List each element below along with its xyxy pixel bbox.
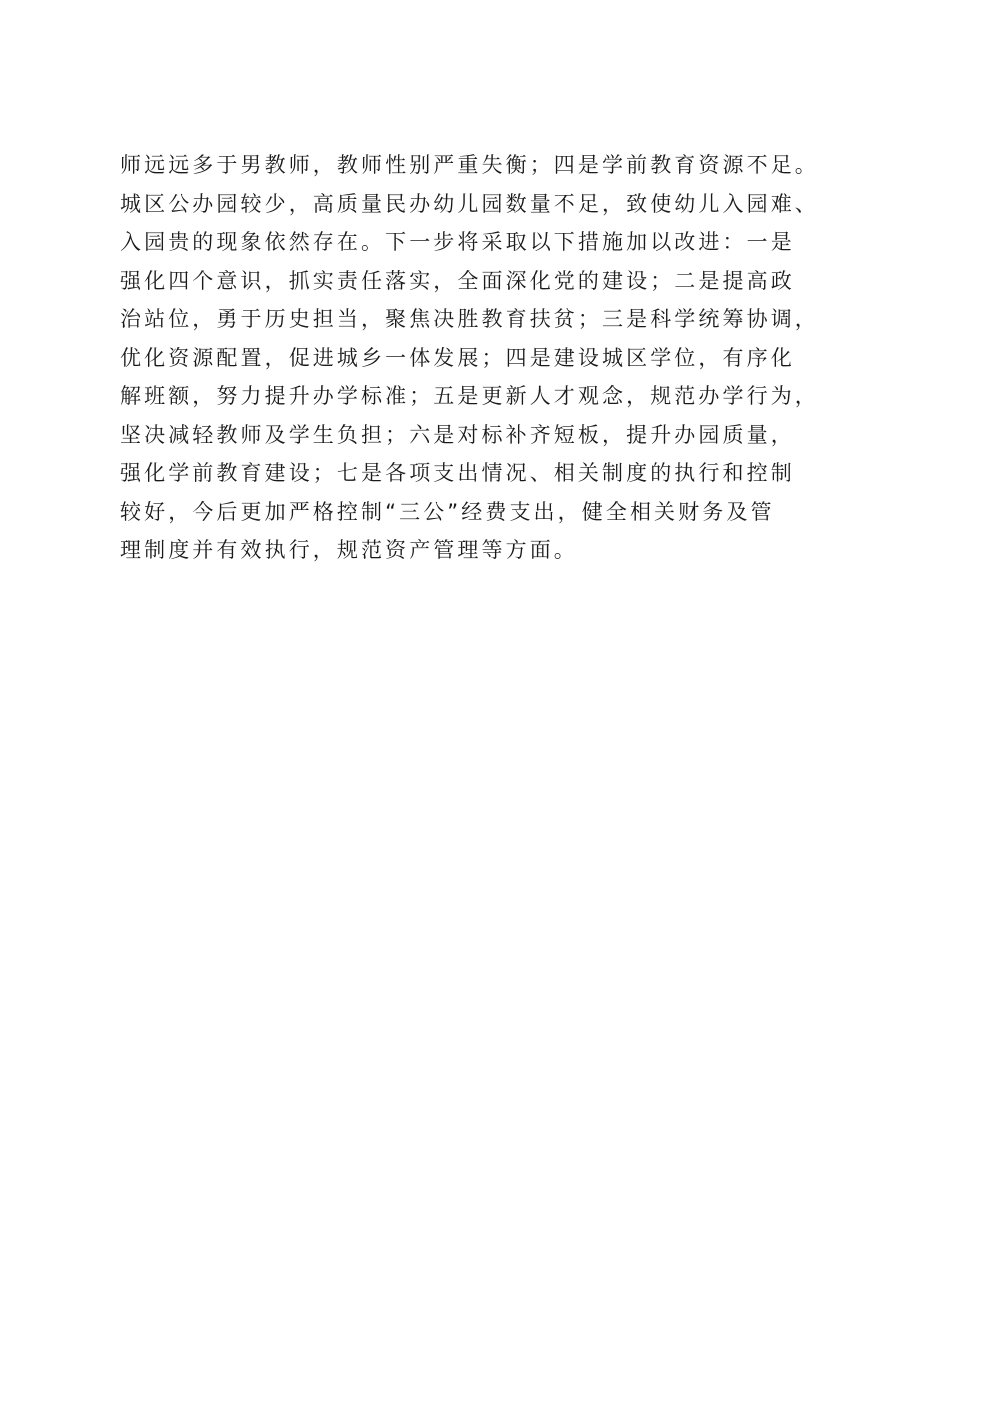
text-line-1: 师远远多于男教师，教师性别严重失衡；四是学前教育资源不足。 <box>120 153 819 177</box>
text-line-4: 强化四个意识，抓实责任落实，全面深化党的建设；二是提高政 <box>120 268 795 293</box>
text-line-2: 城区公办园较少，高质量民办幼儿园数量不足，致使幼儿入园难、 <box>120 191 819 216</box>
body-paragraph <box>120 146 890 570</box>
text-line-11: 理制度并有效执行，规范资产管理等方面。 <box>120 538 578 562</box>
text-line-6: 优化资源配置，促进城乡一体发展；四是建设城区学位，有序化 <box>120 345 795 370</box>
text-line-7: 解班额，努力提升办学标准；五是更新人才观念，规范办学行为， <box>120 384 819 408</box>
text-line-8: 坚决减轻教师及学生负担；六是对标补齐短板，提升办园质量， <box>120 422 795 447</box>
text-line-10: 较好，今后更加严格控制“三公”经费支出，健全相关财务及管 <box>120 499 775 524</box>
text-line-9: 强化学前教育建设；七是各项支出情况、相关制度的执行和控制 <box>120 461 795 485</box>
text-line-5: 治站位，勇于历史担当，聚焦决胜教育扶贫；三是科学统筹协调， <box>120 307 819 331</box>
text-line-3: 入园贵的现象依然存在。下一步将采取以下措施加以改进：一是 <box>120 230 795 254</box>
